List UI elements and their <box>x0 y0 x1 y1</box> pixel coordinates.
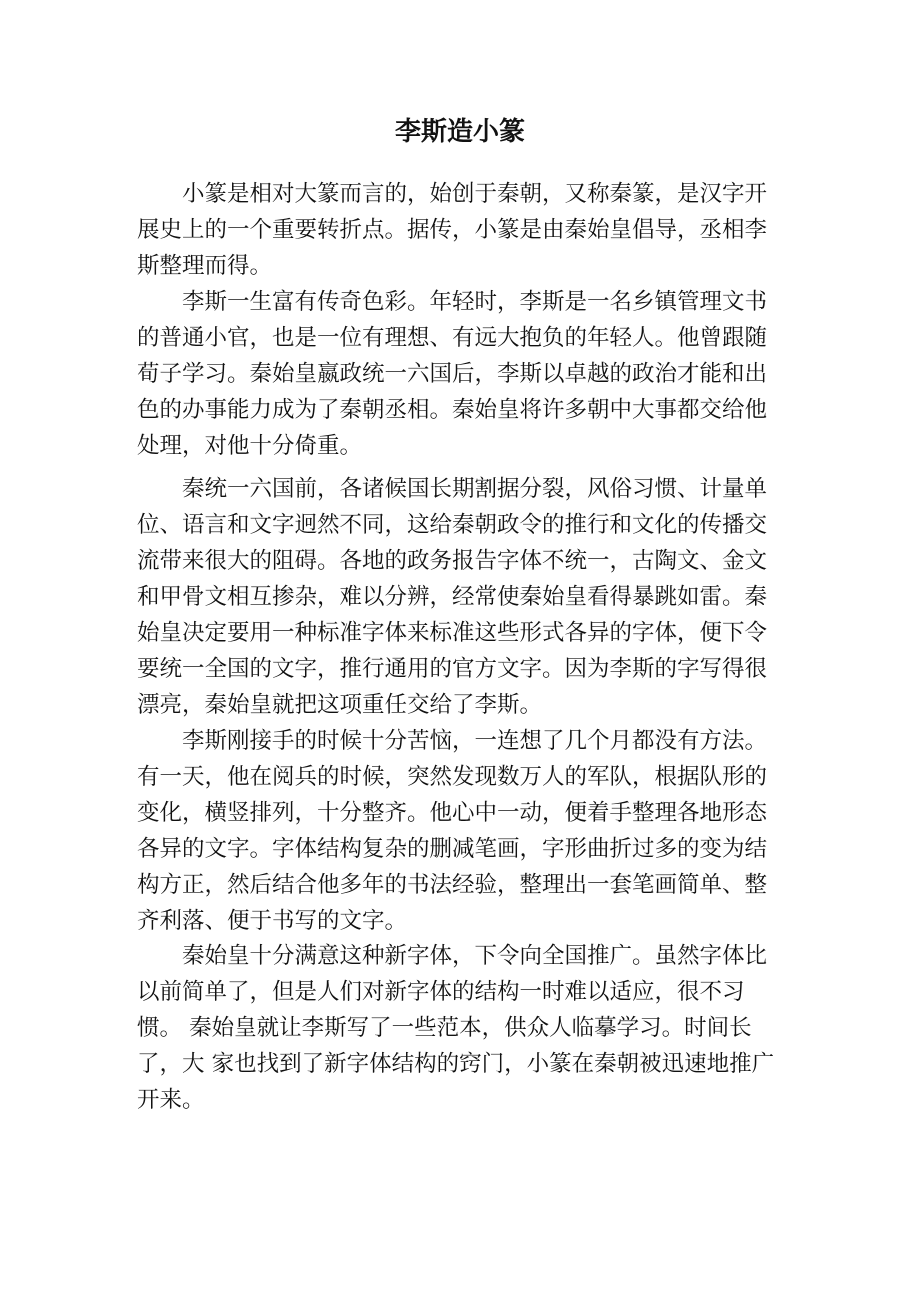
text-block-adoption <box>137 938 782 1118</box>
paragraph: 小篆是相对大篆而言的，始创于秦朝，又称秦篆，是汉字开展史上的一个重要转折点。据传，小篆是由秦始皇倡导，丞相李斯整理而得。 <box>137 181 768 279</box>
text-block-unification <box>137 471 782 939</box>
paragraph: 李斯一生富有传奇色彩。年轻时，李斯是一名乡镇管理文书的普通小官，也是一位有理想、有远大抱负的年轻人。他曾跟随荀子学习。秦始皇嬴政统一六国后，李斯以卓越的政治才能和出色的办事能力成为了秦朝丞相。秦始皇将许多朝中大事都交给他处理，对他十分倚重。 <box>137 289 768 459</box>
text-block-intro <box>137 176 782 464</box>
paragraph: 秦始皇十分满意这种新字体，下令向全国推广。虽然字体比以前简单了，但是人们对新字体的结构一时难以适应，很不习惯。 秦始皇就让李斯写了一些范本，供众人临摹学习。时间长了，大 家也找到了新字体结构的窍门，小篆在秦朝被迅速地推广开来。 <box>137 943 775 1113</box>
document-title: 李斯造小篆 <box>394 117 525 147</box>
paragraph: 秦统一六国前，各诸候国长期割据分裂，风俗习惯、计量单位、语言和文字迥然不同，这给秦朝政令的推行和文化的传播交流带来很大的阻碍。各地的政务报告字体不统一，古陶文、金文和甲骨文相互掺杂，难以分辨，经常使秦始皇看得暴跳如雷。秦始皇决定要用一种标准字体来标准这些形式各异的字体，便下令要统一全国的文字，推行通用的官方文字。因为李斯的字写得很漂亮，秦始皇就把这项重任交给了李斯。 <box>137 476 768 718</box>
paragraph: 李斯刚接手的时候十分苦恼，一连想了几个月都没有方法。有一天，他在阅兵的时候，突然发现数万人的军队，根据队形的变化，横竖排列，十分整齐。他心中一动，便着手整理各地形态各异的文字。字体结构复杂的删减笔画，字形曲折过多的变为结构方正，然后结合他多年的书法经验，整理出一套笔画简单、整齐利落、便于书写的文字。 <box>137 728 768 934</box>
